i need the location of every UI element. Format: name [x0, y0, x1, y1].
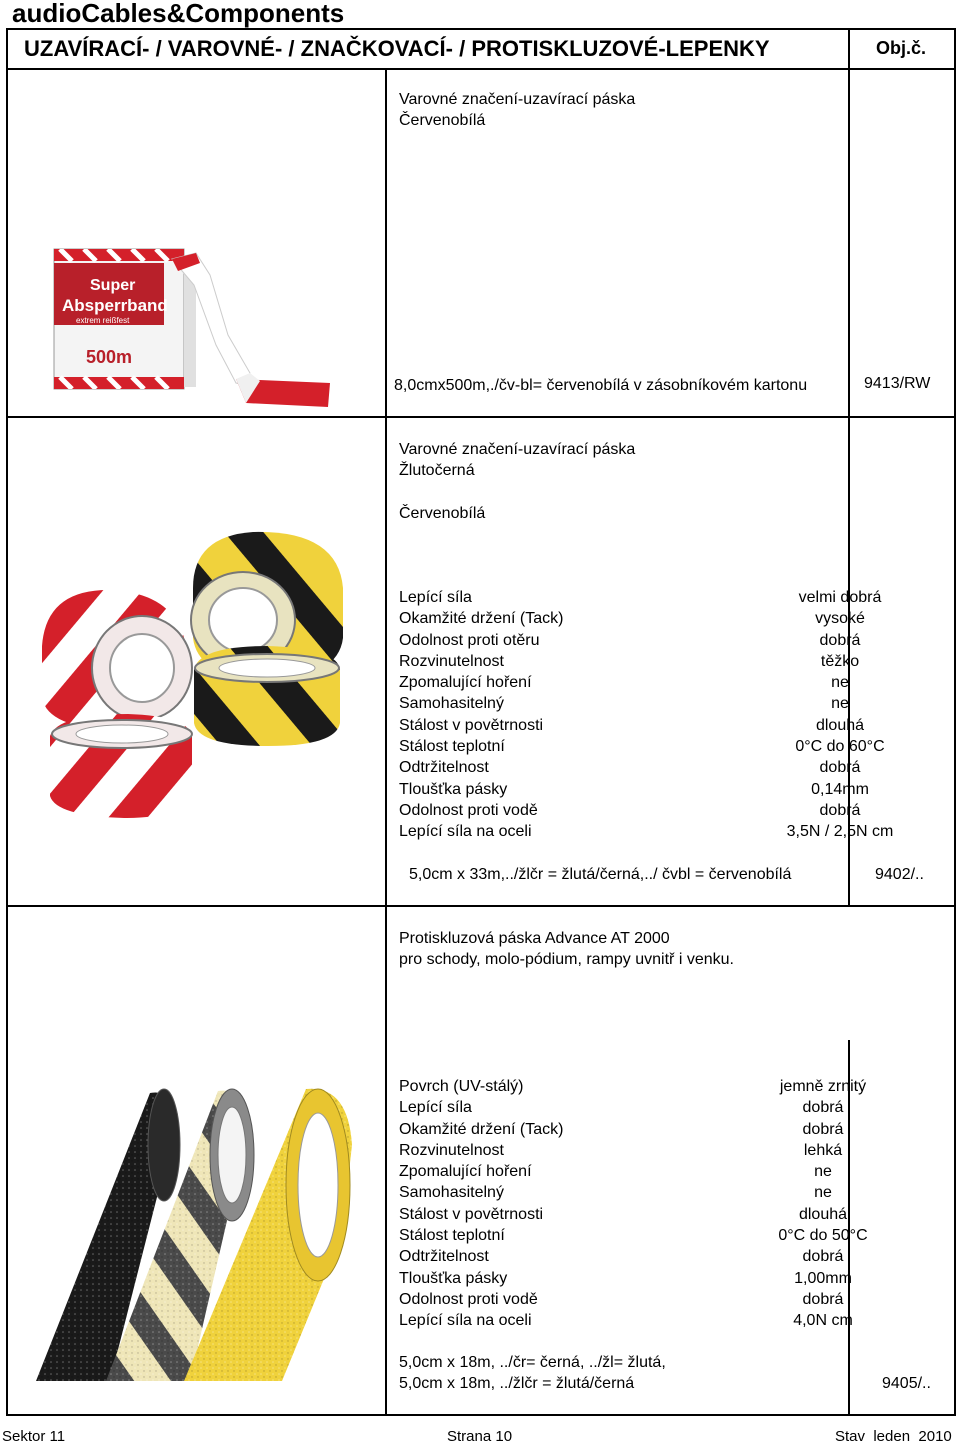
- text-col-divider: [385, 68, 387, 1416]
- product-2-color-1: Žlutočerná: [399, 462, 475, 479]
- order-number-column-label: Obj.č.: [876, 38, 927, 58]
- spec-value: 1,00mm: [794, 1269, 852, 1287]
- spec-label: Lepící síla na oceli: [399, 823, 532, 841]
- spec-value: ne: [831, 695, 849, 713]
- warning-tape-rolls-image: [38, 528, 353, 820]
- row-divider-1: [6, 416, 956, 418]
- spec-label: Stálost v povětrnosti: [399, 716, 544, 734]
- spec-value: 3,5N / 2,5N cm: [786, 823, 894, 841]
- spec-label: Zpomalující hoření: [399, 674, 532, 692]
- product-2-variant: 5,0cm x 33m,../žlčr = žlutá/černá,../ čvbl = červenobílá: [409, 866, 792, 883]
- spec-label: Zpomalující hoření: [399, 1163, 532, 1181]
- product-3-code: 9405/..: [882, 1375, 931, 1392]
- spec-label: Stálost teplotní: [399, 1227, 505, 1245]
- spec-label: Odtržitelnost: [399, 1248, 489, 1266]
- box-text-3: extrem reißfest: [76, 316, 130, 325]
- spec-label: Rozvinutelnost: [399, 652, 504, 670]
- product-1-code: 9413/RW: [864, 375, 931, 392]
- spec-label: Okamžité držení (Tack): [399, 1120, 564, 1138]
- spec-label: Odolnost proti vodě: [399, 1290, 538, 1308]
- spec-value: dlouhá: [798, 1205, 848, 1223]
- code-col-divider-1: [848, 68, 850, 418]
- spec-label: Samohasitelný: [399, 1184, 504, 1202]
- product-2-spec-values: [730, 587, 950, 843]
- box-text-4: 500m: [86, 347, 133, 367]
- spec-label: Tloušťka pásky: [399, 1269, 508, 1287]
- product-2-spec-labels: [399, 587, 563, 843]
- frame-right: [954, 28, 956, 1416]
- spec-value: dobrá: [802, 1290, 844, 1308]
- product-1-title: Varovné značení-uzavírací páska: [399, 91, 636, 108]
- product-3-subtitle: pro schody, molo-pódium, rampy uvnitř i venku.: [399, 951, 734, 968]
- spec-label: Odtržitelnost: [399, 759, 489, 777]
- spec-value: dobrá: [819, 631, 861, 649]
- spec-value: ne: [814, 1163, 832, 1181]
- product-3-variant-1: 5,0cm x 18m, ../čr= černá, ../žl= žlutá,: [399, 1354, 666, 1371]
- frame-left: [6, 28, 8, 1416]
- box-text-1: Super: [90, 277, 136, 294]
- spec-label: Okamžité držení (Tack): [399, 610, 564, 628]
- spec-value: dlouhá: [815, 716, 865, 734]
- spec-value: dobrá: [819, 801, 861, 819]
- spec-value: jemně zrnitý: [779, 1078, 867, 1095]
- spec-label: Stálost v povětrnosti: [399, 1205, 544, 1223]
- spec-value: 0°C do 60°C: [795, 738, 885, 756]
- spec-value: 0°C do 50°C: [778, 1227, 868, 1245]
- anti-slip-tape-rolls-image: [32, 1085, 357, 1385]
- spec-value: lehká: [803, 1141, 843, 1159]
- bottom-border: [6, 1414, 956, 1416]
- header-col-divider: [848, 28, 850, 70]
- product-2-title: Varovné značení-uzavírací páska: [399, 441, 636, 458]
- spec-value: 4,0N cm: [793, 1312, 853, 1330]
- spec-value: dobrá: [819, 759, 861, 777]
- spec-label: Odolnost proti vodě: [399, 801, 538, 819]
- spec-value: velmi dobrá: [798, 589, 882, 606]
- spec-value: ne: [831, 674, 849, 692]
- spec-label: Lepící síla: [399, 1099, 472, 1117]
- product-2-color-2: Červenobílá: [399, 505, 486, 522]
- spec-label: Stálost teplotní: [399, 738, 505, 756]
- page-title: UZAVÍRACÍ- / VAROVNÉ- / ZNAČKOVACÍ- / PROTISKLUZOVÉ-LEPENKY: [24, 36, 770, 61]
- footer-sector: Sektor 11: [2, 1428, 66, 1445]
- spec-label: Rozvinutelnost: [399, 1141, 504, 1159]
- product-3-spec-values: [713, 1076, 933, 1332]
- spec-value: těžko: [820, 652, 860, 670]
- product-1-variant: 8,0cmx500m,./čv-bl= červenobílá v zásobníkovém kartonu: [394, 377, 808, 394]
- spec-value: vysoké: [815, 610, 865, 628]
- header-divider: [6, 68, 956, 70]
- product-3-variant-2: 5,0cm x 18m, ../žlčr = žlutá/černá: [399, 1375, 635, 1392]
- brand-name: audioCables&Components: [12, 0, 345, 28]
- spec-label: Lepící síla na oceli: [399, 1312, 532, 1330]
- spec-value: 0,14mm: [811, 780, 869, 798]
- spec-label: Samohasitelný: [399, 695, 504, 713]
- spec-value: dobrá: [802, 1248, 844, 1266]
- footer-page-number: Strana 10: [447, 1428, 513, 1445]
- footer-status: Stav leden 2010: [835, 1428, 952, 1445]
- spec-value: ne: [814, 1184, 832, 1202]
- product-2-code: 9402/..: [875, 866, 924, 883]
- spec-label: Odolnost proti otěru: [399, 631, 540, 649]
- product-3-spec-labels: [399, 1076, 563, 1332]
- barrier-tape-dispenser-image: [50, 245, 335, 415]
- spec-value: dobrá: [802, 1099, 844, 1117]
- spec-label: Lepící síla: [399, 589, 472, 606]
- box-text-2: Absperrband: [62, 296, 168, 315]
- top-border: [6, 28, 956, 30]
- product-3-title: Protiskluzová páska Advance AT 2000: [399, 930, 670, 947]
- spec-label: Tloušťka pásky: [399, 780, 508, 798]
- row-divider-2: [6, 905, 956, 907]
- product-1-color: Červenobílá: [399, 112, 486, 129]
- spec-label: Povrch (UV-stálý): [399, 1078, 524, 1095]
- spec-value: dobrá: [802, 1120, 844, 1138]
